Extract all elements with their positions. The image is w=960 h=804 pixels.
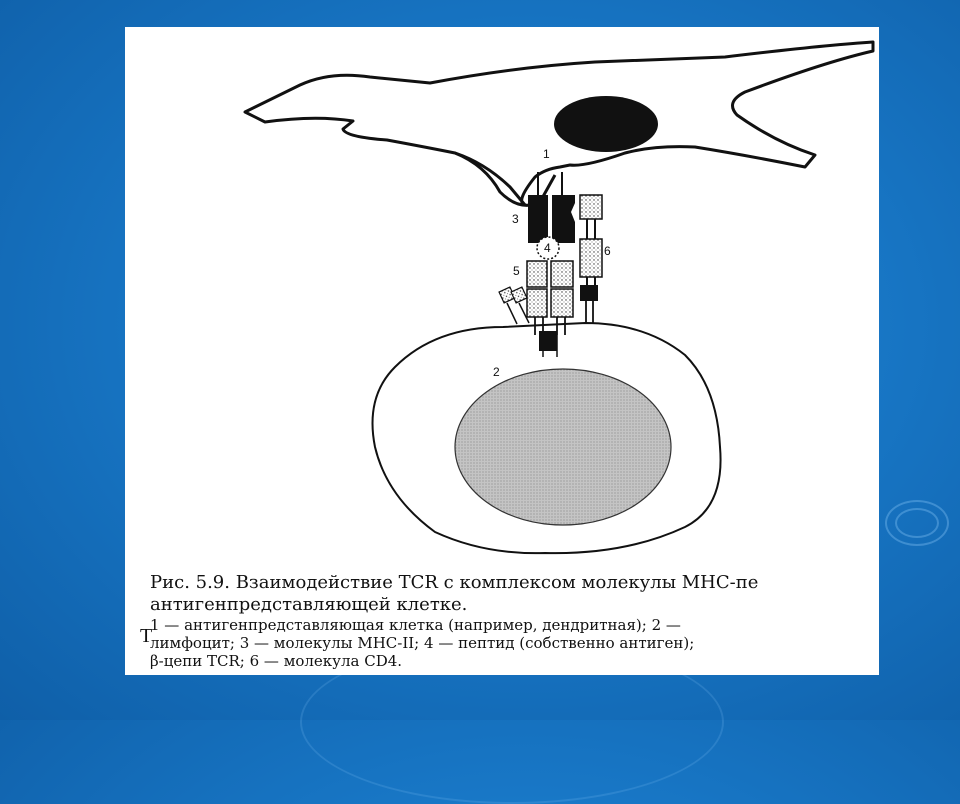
cd4-middle xyxy=(580,239,602,277)
mhc-ii-alpha xyxy=(528,195,548,243)
caption-title-line-2: антигенпредставляющей клетке. xyxy=(150,594,468,615)
tcr-beta-upper xyxy=(551,261,573,287)
caption-legend-line-1: 1 — антигенпредставляющая клетка (например, дендритная); 2 — xyxy=(150,616,681,634)
dendritic-cell-nucleus xyxy=(554,96,658,152)
signal-module xyxy=(539,331,557,351)
surface-molecules xyxy=(499,287,529,324)
cd4-upper xyxy=(580,195,602,219)
label-5: 5 xyxy=(513,264,520,278)
label-6: 6 xyxy=(604,244,611,258)
caption-legend-line-3: β-цепи TCR; 6 — молекула CD4. xyxy=(150,652,403,670)
label-2: 2 xyxy=(493,365,500,379)
background-ripple xyxy=(885,500,949,546)
label-4: 4 xyxy=(544,241,551,255)
caption-legend-line-2: лимфоцит; 3 — молекулы MHC-II; 4 — пептид (собственно антиген); xyxy=(150,634,695,652)
caption-title-line-1: Рис. 5.9. Взаимодействие TCR с комплексом молекулы MHC-пе xyxy=(150,572,759,593)
figure-caption xyxy=(150,572,875,670)
lymphocyte-nucleus xyxy=(455,369,671,525)
tcr-mhc-diagram xyxy=(125,27,879,572)
margin-mark: Т xyxy=(140,625,153,647)
tcr-alpha-lower xyxy=(527,289,547,317)
tcr-alpha-upper xyxy=(527,261,547,287)
tcr-beta-lower xyxy=(551,289,573,317)
label-3: 3 xyxy=(512,212,519,226)
mhc-ii-beta xyxy=(552,195,575,243)
label-1: 1 xyxy=(543,147,550,161)
figure-panel xyxy=(125,27,879,675)
cd4-lower xyxy=(580,285,598,301)
